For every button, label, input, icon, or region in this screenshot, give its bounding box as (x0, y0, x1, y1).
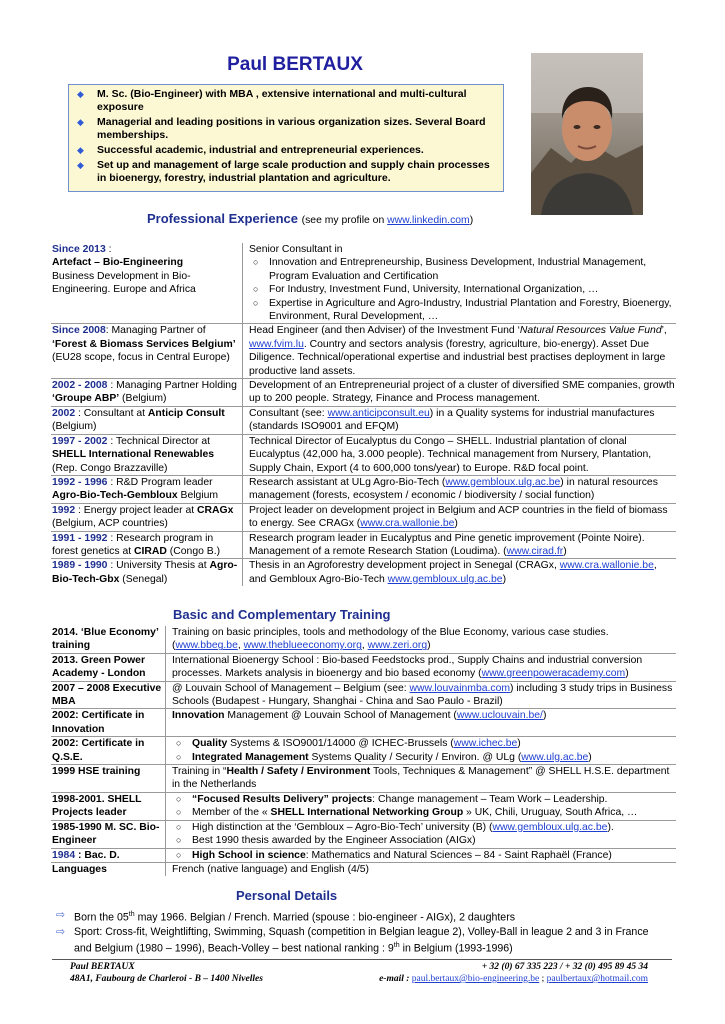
circle-bullet-icon: ○ (253, 284, 259, 295)
experience-period: 2002 : Consultant at Anticip Consult (Belgium) (51, 406, 243, 434)
experience-period: 1997 - 2002 : Technical Director at SHELL International Renewables (Rep. Congo Brazzaville) (51, 434, 243, 475)
experience-description: Research assistant at ULg Agro-Bio-Tech (www.gembloux.ulg.ac.be) in natural resources management (forests, ecosystem / economic / biodiversity / social function) (249, 476, 658, 502)
list-item: ○ “Focused Results Delivery” projects: Change management – Team Work – Leadership. (176, 793, 608, 805)
training-description: French (native language) and English (4/5) (172, 863, 369, 875)
experience-description: Development of an Entrepreneurial project of a cluster of diversified SME companies, growth up to 200 people. Strategy, Finance and Process management. (249, 380, 675, 405)
greenpower-link[interactable]: www.greenpoweracademy.com (481, 668, 626, 680)
zeri-link[interactable]: www.zeri.org (367, 640, 428, 652)
footer-name: Paul BERTAUX (70, 962, 135, 972)
list-item: ○ Quality Systems & ISO9001/14000 @ ICHEC-Brussels (www.ichec.be) (176, 738, 521, 750)
louvainmba-link[interactable]: www.louvainmba.com (409, 682, 511, 694)
ichec-link[interactable]: www.ichec.be (453, 738, 518, 750)
diamond-bullet-icon: ◆ (77, 117, 84, 127)
experience-description: Consultant (see: www.anticipconsult.eu) in a Quality systems for industrial manufactures (standards ISO9001 and EFQM) (249, 407, 655, 433)
experience-row (51, 243, 676, 324)
experience-period: Since 2008: Managing Partner of ‘Forest & Biomass Services Belgium’ (EU28 scope, focus in Central Europe) (51, 324, 243, 379)
personal-details-list (56, 908, 656, 955)
experience-row (51, 379, 676, 407)
arrow-right-icon: ⇨ (56, 909, 65, 921)
training-description: Innovation Management @ Louvain School of Management (www.uclouvain.be/) (166, 709, 677, 737)
experience-description: Project leader on development project in Belgium and ACP countries in the field of biomass to energy. See CRAGx (www.cra.wallonie.be) (249, 504, 668, 530)
training-table (51, 626, 676, 876)
list-item: ○ Member of the « SHELL International Networking Group » UK, Chili, Uruguay, South Africa, … (176, 807, 638, 819)
gembloux-link[interactable]: www.gembloux.ulg.ac.be (492, 821, 608, 833)
footer-left (70, 961, 263, 985)
list-item: ○ Best 1990 thesis awarded by the Engineer Association (AIGx) (176, 835, 476, 847)
experience-description: Head Engineer (and then Adviser) of the Investment Fund ‘Natural Resources Value Fund’, www.fvim.lu. Country and sectors analysis (forestry, agriculture, bio-energy). Asset Due Diligence. Technical/operational expertise and industrial best practises deployment in large productive land assets. (249, 325, 667, 377)
training-row (51, 737, 676, 765)
summary-item: ◆ Managerial and leading positions in various organization sizes. Several Board memberships. (77, 116, 486, 141)
diamond-bullet-icon: ◆ (77, 145, 84, 155)
experience-description: Research program leader in Eucalyptus and Pine genetic improvement (Pointe Noire). Management of a remote Research Station (Loudima). (www.cirad.fr) (249, 532, 645, 557)
experience-period: 1992 : Energy project leader at CRAGx (Belgium, ACP countries) (51, 503, 243, 531)
experience-row (51, 434, 676, 475)
circle-bullet-icon: ○ (176, 821, 182, 832)
training-label: 1984 : Bac. D. (51, 848, 166, 862)
training-description (166, 737, 677, 765)
email-link[interactable]: paul.bertaux@bio-engineering.be (411, 974, 540, 984)
gembloux-link[interactable]: www.gembloux.ulg.ac.be (445, 476, 561, 488)
circle-bullet-icon: ○ (253, 257, 259, 268)
linkedin-link[interactable]: www.linkedin.com (387, 215, 470, 226)
circle-bullet-icon: ○ (176, 807, 182, 818)
footer-right (372, 961, 648, 985)
experience-description: Senior Consultant in ○ Innovation and Entrepreneurship, Business Development, Industrial Management, Program Evaluation and Certification ○ For Industry, Investment Fund, University, International Organization, … ○ Expertise in Agriculture and Agro-Industry, Industrial Plantation and Forestry, Bioenergy, Environment, Rural Development, … (243, 243, 677, 324)
experience-period: Since 2013 : Artefact – Bio-Engineering Business Development in Bio-Engineering. Europe and Africa (51, 243, 243, 324)
experience-row (51, 406, 676, 434)
summary-item: ◆ Set up and management of large scale production and supply chain processes in bioenergy, forestry, industrial plantation and agriculture. (77, 159, 490, 184)
training-description: Training on basic principles, tools and methodology of the Blue Economy, various case studies. (www.bbeg.be, www.theblueeconomy.org, www.zeri.org) (166, 626, 677, 653)
list-item: ○ High School in science: Mathematics and Natural Sciences – 84 - Saint Raphaël (France) (176, 849, 612, 861)
training-label: 2013. Green Power Academy - London (51, 653, 166, 681)
experience-table (51, 243, 676, 586)
page-title: Paul BERTAUX (227, 54, 363, 75)
experience-period: 1992 - 1996 : R&D Program leader Agro-Bio-Tech-Gembloux Belgium (51, 475, 243, 503)
experience-row (51, 559, 676, 586)
training-row (51, 792, 676, 820)
list-item: ○ For Industry, Investment Fund, University, International Organization, … (253, 284, 599, 296)
training-section-title: Basic and Complementary Training (173, 607, 391, 622)
training-row (51, 653, 676, 681)
diamond-bullet-icon: ◆ (77, 89, 84, 99)
footer-address: 48A1, Faubourg de Charleroi - B – 1400 Nivelles (70, 974, 263, 984)
cra-link[interactable]: www.cra.wallonie.be (360, 518, 455, 530)
training-row (51, 862, 676, 876)
footer-phone: + 32 (0) 67 335 223 / + 32 (0) 495 89 45 34 (481, 962, 648, 972)
ulg-link[interactable]: www.ulg.ac.be (521, 751, 589, 763)
list-item: ○ Integrated Management Systems Quality / Security / Environ. @ ULg (www.ulg.ac.be) (176, 751, 592, 763)
training-description: Training in “Health / Safety / Environment Tools, Techniques & Management” @ SHELL H.S.E. department in the Netherlands (166, 765, 677, 793)
diamond-bullet-icon: ◆ (77, 160, 84, 170)
list-item: ⇨ Sport: Cross-fit, Weightlifting, Swimming, Squash (competition in Belgian league 2), Volley-Ball in league 2 and 3 in France and Belgium (1980 – 1996), Beach-Volley – best national ranking : 9th in Belgium (1993-1996) (56, 925, 649, 955)
summary-item: ◆ Successful academic, industrial and entrepreneurial experiences. (77, 144, 424, 156)
summary-item: ◆ M. Sc. (Bio-Engineer) with MBA , extensive international and multi-cultural exposure (77, 88, 467, 113)
training-description (166, 792, 677, 820)
experience-row (51, 324, 676, 379)
experience-description: Thesis in an Agroforestry development project in Senegal (CRAGx, www.cra.wallonie.be, and Gembloux Agro-Bio-Tech www.gembloux.ulg.ac.be) (249, 560, 657, 585)
portrait-image (531, 53, 643, 215)
circle-bullet-icon: ○ (176, 793, 182, 804)
personal-section-title: Personal Details (236, 888, 338, 903)
email-link[interactable]: paulbertaux@hotmail.com (546, 974, 648, 984)
list-item: ○ High distinction at the ‘Gembloux – Agro-Bio-Tech’ university (B) (www.gembloux.ulg.ac.be). (176, 821, 614, 833)
footer-email: e-mail : paul.bertaux@bio-engineering.be ; paulbertaux@hotmail.com (379, 974, 648, 984)
circle-bullet-icon: ○ (253, 297, 259, 308)
training-row (51, 820, 676, 848)
anticip-link[interactable]: www.anticipconsult.eu (327, 407, 430, 419)
circle-bullet-icon: ○ (176, 849, 182, 860)
training-description (166, 820, 677, 848)
circle-bullet-icon: ○ (176, 835, 182, 846)
circle-bullet-icon: ○ (176, 738, 182, 749)
training-label: 2002: Certificate in Innovation (51, 709, 166, 737)
training-row (51, 709, 676, 737)
experience-description: Technical Director of Eucalyptus du Congo – SHELL. Industrial plantation of clonal Eucalyptus (42,000 ha, 3.000 people). Technical management from Nursery, Plantation, Supply Chain, Export (4 to 600,000 tons/year) to Europe. R&D focal point. (249, 435, 652, 474)
training-label: 2007 – 2008 Executive MBA (51, 681, 166, 709)
experience-row (51, 503, 676, 531)
cra-link[interactable]: www.cra.wallonie.be (559, 560, 654, 572)
training-row (51, 626, 676, 653)
training-row (51, 681, 676, 709)
experience-row (51, 531, 676, 559)
uclouvain-link[interactable]: www.uclouvain.be/ (456, 710, 543, 722)
experience-period: 1989 - 1990 : University Thesis at Agro-Bio-Tech-Gbx (Senegal) (51, 559, 243, 586)
summary-box (68, 84, 504, 192)
training-description: @ Louvain School of Management – Belgium (see: www.louvainmba.com) including 3 study trips in Business Schools (Budapest - Hungary, Shanghai - China and Sao Paulo - Brazil) (166, 681, 677, 709)
training-label: 1999 HSE training (51, 765, 166, 793)
training-description (166, 848, 677, 862)
list-item: ○ Expertise in Agriculture and Agro-Industry, Industrial Plantation and Forestry, Bioenergy, Environment, Rural Development, … (253, 297, 672, 323)
training-label: 1998-2001. SHELL Projects leader (51, 792, 166, 820)
training-label: 2014. ‘Blue Economy’ training (51, 626, 166, 653)
experience-section-title: Professional Experience (see my profile on www.linkedin.com) (147, 211, 474, 226)
arrow-right-icon: ⇨ (56, 925, 65, 938)
cirad-link[interactable]: www.cirad.fr (506, 545, 564, 557)
training-label: Languages (51, 862, 166, 876)
experience-row (51, 475, 676, 503)
experience-period: 1991 - 1992 : Research program in forest genetics at CIRAD (Congo B.) (51, 531, 243, 559)
training-label: 2002: Certificate in Q.S.E. (51, 737, 166, 765)
training-row (51, 765, 676, 793)
list-item: ⇨ Born the 05th may 1966. Belgian / French. Married (spouse : bio-engineer - AIGx), 2 daughters (56, 909, 516, 924)
circle-bullet-icon: ○ (176, 751, 182, 762)
training-description: International Bioenergy School : Bio-based Feedstocks prod., Supply Chains and industrial conversion processes. Markets analysis in bioenergy and bio based economy (www.greenpoweracademy.com) (166, 653, 677, 681)
linkedin-note: (see my profile on www.linkedin.com) (301, 215, 474, 226)
fund-link[interactable]: www.fvim.lu (249, 338, 304, 350)
gembloux-link[interactable]: www.gembloux.ulg.ac.be (387, 573, 503, 585)
footer-divider (52, 959, 672, 960)
training-row (51, 848, 676, 862)
experience-period: 2002 - 2008 : Managing Partner Holding ‘Groupe ABP’ (Belgium) (51, 379, 243, 407)
blueeconomy-link[interactable]: www.theblueeconomy.org (243, 640, 362, 652)
profile-photo (531, 53, 643, 215)
bbeg-link[interactable]: www.bbeg.be (175, 640, 238, 652)
training-label: 1985-1990 M. SC. Bio-Engineer (51, 820, 166, 848)
list-item: ○ Innovation and Entrepreneurship, Business Development, Industrial Management, Program Evaluation and Certification (253, 257, 647, 282)
